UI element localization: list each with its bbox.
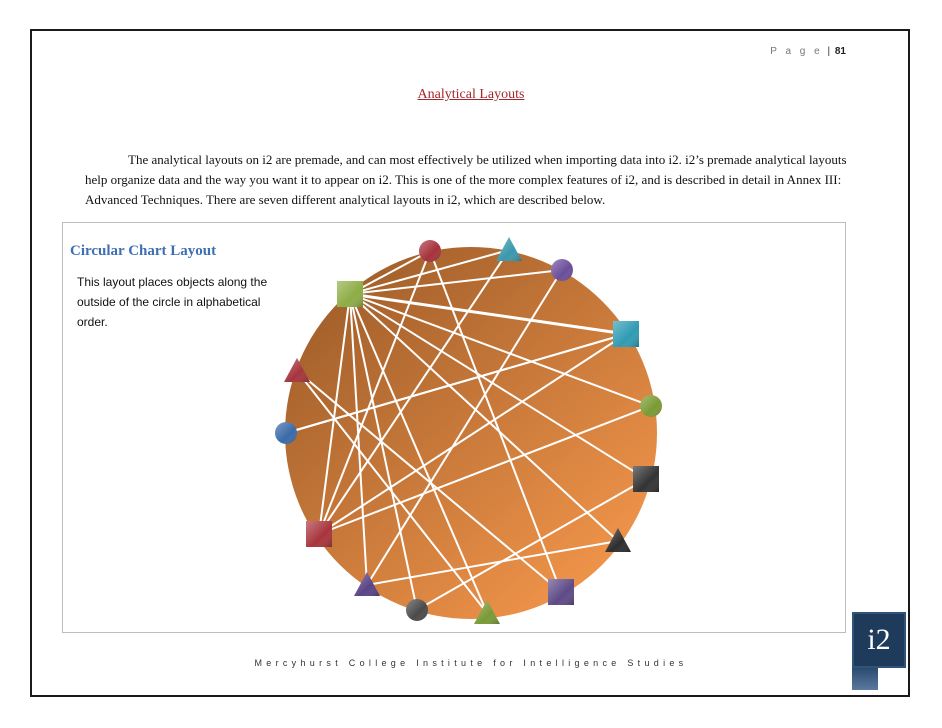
node-red-square [306, 521, 332, 547]
node-dark-square [633, 466, 659, 492]
node-teal-triangle [496, 237, 522, 261]
section-title: Circular Chart Layout [70, 243, 217, 259]
node-red-circle [419, 240, 441, 262]
node-purple-square [548, 579, 574, 605]
node-teal-square [613, 321, 639, 347]
intro-paragraph: The analytical layouts on i2 are premade, and can most effectively be utilized when importing data into i2. i2’s premade analytical layouts help organize data and the way you want it to appear on i2. This is one of the more complex features of i2, and is described in detail in Annex III: Advanced Techniques. There are seven different analytical layouts in i2, which are described below. [85, 152, 847, 207]
section-description: This layout places objects along the outside of the circle in alphabetical order. [77, 275, 268, 329]
node-green-circle [640, 395, 662, 417]
logo-decoration [852, 668, 878, 690]
node-green-square [337, 281, 363, 307]
node-purple-circle [551, 259, 573, 281]
page-footer: Mercyhurst College Institute for Intelligence Studies [254, 658, 688, 668]
i2-logo: i2 [852, 612, 906, 668]
node-gray-circle [406, 599, 428, 621]
page-number: 81 [834, 46, 846, 57]
page-separator: | [827, 46, 831, 57]
node-blue-circle [275, 422, 297, 444]
page-word: P a g e [770, 46, 823, 57]
page-title: Analytical Layouts [417, 87, 525, 102]
